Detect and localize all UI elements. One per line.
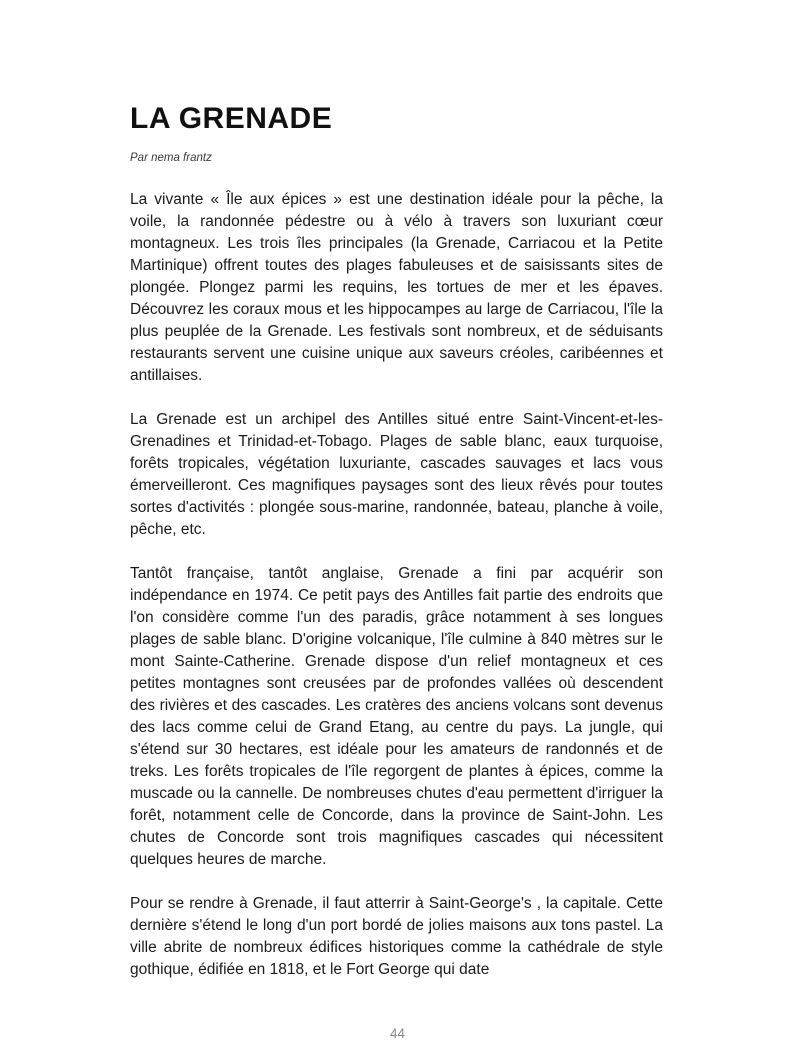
- paragraph-3: Tantôt française, tantôt anglaise, Grenade a fini par acquérir son indépendance en 1974. Ce petit pays des Antilles fait partie des endroits que l'on considère comme l'un des paradis, grâce notamment à ses longues plages de sable blanc. D'origine volcanique, l'île culmine à 840 mètres sur le mont Sainte-Catherine. Grenade dispose d'un relief montagneux et ces petites montagnes sont creusées par de profondes vallées où descendent des rivières et des cascades. Les cratères des anciens volcans sont devenus des lacs comme celui de Grand Etang, au centre du pays. La jungle, qui s'étend sur 30 hectares, est idéale pour les amateurs de randonnés et de treks. Les forêts tropicales de l'île regorgent de plantes à épices, comme la muscade ou la cannelle. De nombreuses chutes d'eau permettent d'irriguer la forêt, notamment celle de Concorde, dans la province de Saint-John. Les chutes de Concorde sont trois magnifiques cascades qui nécessitent quelques heures de marche.: [130, 565, 663, 868]
- paragraph-4: Pour se rendre à Grenade, il faut atterrir à Saint-George's , la capitale. Cette dernière s'étend le long d'un port bordé de jolies maisons aux tons pastel. La ville abrite de nombreux édifices historiques comme la cathédrale de style gothique, édifiée en 1818, et le Fort George qui date: [130, 895, 663, 978]
- article-body: [130, 189, 663, 981]
- paragraph-1: La vivante « Île aux épices » est une destination idéale pour la pêche, la voile, la randonnée pédestre ou à vélo à travers son luxuriant cœur montagneux. Les trois îles principales (la Grenade, Carriacou et la Petite Martinique) offrent toutes des plages fabuleuses et de saisissants sites de plongée. Plongez parmi les requins, les tortues de mer et les épaves. Découvrez les coraux mous et les hippocampes au large de Carriacou, l'île la plus peuplée de la Grenade. Les festivals sont nombreux, et de séduisants restaurants servent une cuisine unique aux saveurs créoles, caribéennes et antillaises.: [130, 191, 663, 384]
- page-number: 44: [389, 1026, 406, 1041]
- page-title: LA GRENADE: [130, 102, 333, 135]
- paragraph-2: La Grenade est un archipel des Antilles situé entre Saint-Vincent-et-les-Grenadines et Trinidad-et-Tobago. Plages de sable blanc, eaux turquoise, forêts tropicales, végétation luxuriante, cascades sauvages et lacs vous émerveilleront. Ces magnifiques paysages sont des lieux rêvés pour toutes sortes d'activités : plongée sous-marine, randonnée, bateau, planche à voile, pêche, etc.: [130, 411, 663, 538]
- byline: Par nema frantz: [130, 152, 212, 164]
